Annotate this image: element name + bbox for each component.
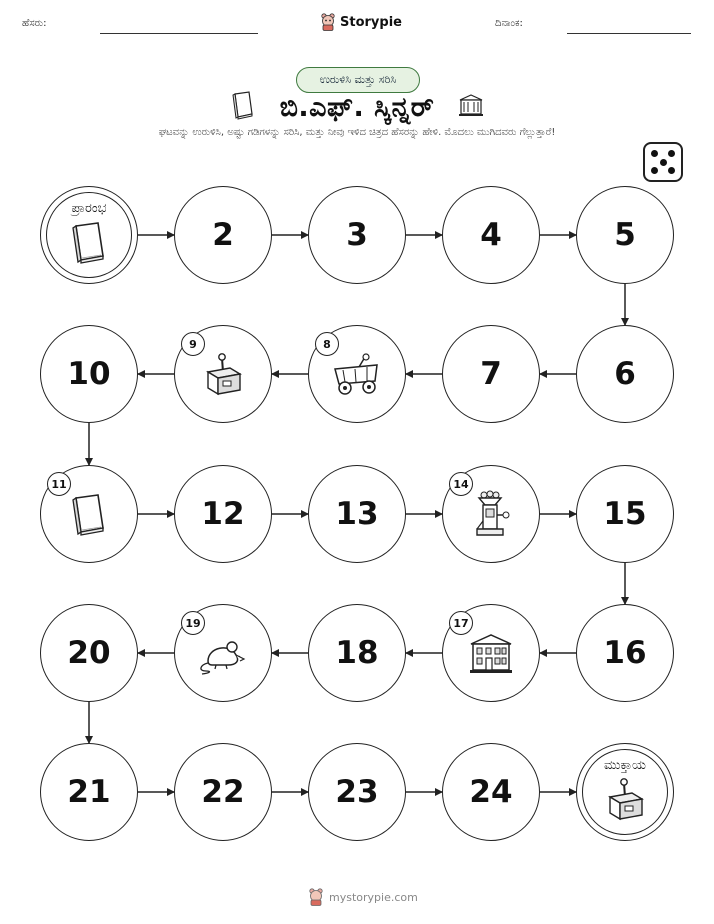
space-number: 20 xyxy=(67,635,111,671)
board-space-5[interactable] xyxy=(576,186,674,284)
space-number: 3 xyxy=(346,217,368,253)
title-text: ಬಿ.ಎಫ್. ಸ್ಕಿನ್ನರ್ xyxy=(279,92,435,123)
space-number: 7 xyxy=(480,356,502,392)
footer-url[interactable]: mystorypie.com xyxy=(329,890,418,904)
game-type-pill: ಉರುಳಿಸಿ ಮತ್ತು ಸರಿಸಿ xyxy=(296,67,420,93)
name-label: ಹೆಸರು: xyxy=(22,18,47,29)
space-number: 23 xyxy=(335,774,379,810)
building-icon xyxy=(468,632,514,680)
board-space-3[interactable] xyxy=(308,186,406,284)
space-number-badge: 9 xyxy=(181,332,205,356)
space-number: 13 xyxy=(335,496,379,532)
board-space-18[interactable] xyxy=(308,604,406,702)
board-space-4[interactable] xyxy=(442,186,540,284)
space-number: 4 xyxy=(480,217,502,253)
space-number: 22 xyxy=(201,774,245,810)
storypie-mascot-icon xyxy=(308,888,324,906)
space-number: 2 xyxy=(212,217,234,253)
board-space-6[interactable] xyxy=(576,325,674,423)
board-space-2[interactable] xyxy=(174,186,272,284)
board-space-16[interactable] xyxy=(576,604,674,702)
start-label: ಪ್ರಾರಂಭ xyxy=(71,201,107,216)
space-number-badge: 14 xyxy=(449,472,473,496)
board-space-19[interactable] xyxy=(174,604,272,702)
board-space-9[interactable] xyxy=(174,325,272,423)
brand-name: Storypie xyxy=(340,14,402,30)
board-space-23[interactable] xyxy=(308,743,406,841)
food-dispenser-icon xyxy=(469,489,513,545)
board-space-7[interactable] xyxy=(442,325,540,423)
footer xyxy=(308,888,418,906)
space-number: 21 xyxy=(67,774,111,810)
lever-box-icon xyxy=(200,352,246,402)
space-number: 24 xyxy=(469,774,513,810)
mouse-icon xyxy=(196,633,250,679)
space-number-badge: 8 xyxy=(315,332,339,356)
finish-label: ಮುಕ್ತಾಯ xyxy=(604,758,646,773)
instructions: ಘಟವನ್ನು ಉರುಳಿಸಿ, ಅಷ್ಟು ಗಡಿಗಳನ್ನು ಸರಿಸಿ, ಮತ್ತು ನೀವು ಇಳಿದ ಚಿತ್ರದ ಹೆಸರನ್ನು ಹೇಳಿ. ಮೊದಲು ಮುಗಿದವರು ಗೆಲ್ಲುತ್ತಾರೆ! xyxy=(158,127,556,138)
board-space-12[interactable] xyxy=(174,465,272,563)
space-number: 12 xyxy=(201,496,245,532)
space-number-badge: 11 xyxy=(47,472,71,496)
board-space-11[interactable] xyxy=(40,465,138,563)
board-space-17[interactable] xyxy=(442,604,540,702)
space-number: 18 xyxy=(335,635,379,671)
space-number-badge: 19 xyxy=(181,611,205,635)
finish-space[interactable] xyxy=(576,743,674,841)
board-space-15[interactable] xyxy=(576,465,674,563)
board-space-24[interactable] xyxy=(442,743,540,841)
start-space[interactable] xyxy=(40,186,138,284)
date-label: ದಿನಾಂಕ: xyxy=(495,18,523,29)
board-space-20[interactable] xyxy=(40,604,138,702)
board-space-13[interactable] xyxy=(308,465,406,563)
space-number: 15 xyxy=(603,496,647,532)
wagon-icon xyxy=(331,353,383,401)
space-number-badge: 17 xyxy=(449,611,473,635)
board-space-14[interactable] xyxy=(442,465,540,563)
space-number: 6 xyxy=(614,356,636,392)
space-number: 10 xyxy=(67,356,111,392)
board-space-10[interactable] xyxy=(40,325,138,423)
board-space-8[interactable] xyxy=(308,325,406,423)
space-number: 5 xyxy=(614,217,636,253)
board-space-21[interactable] xyxy=(40,743,138,841)
board-space-22[interactable] xyxy=(174,743,272,841)
book-icon xyxy=(68,492,110,542)
space-number: 16 xyxy=(603,635,647,671)
